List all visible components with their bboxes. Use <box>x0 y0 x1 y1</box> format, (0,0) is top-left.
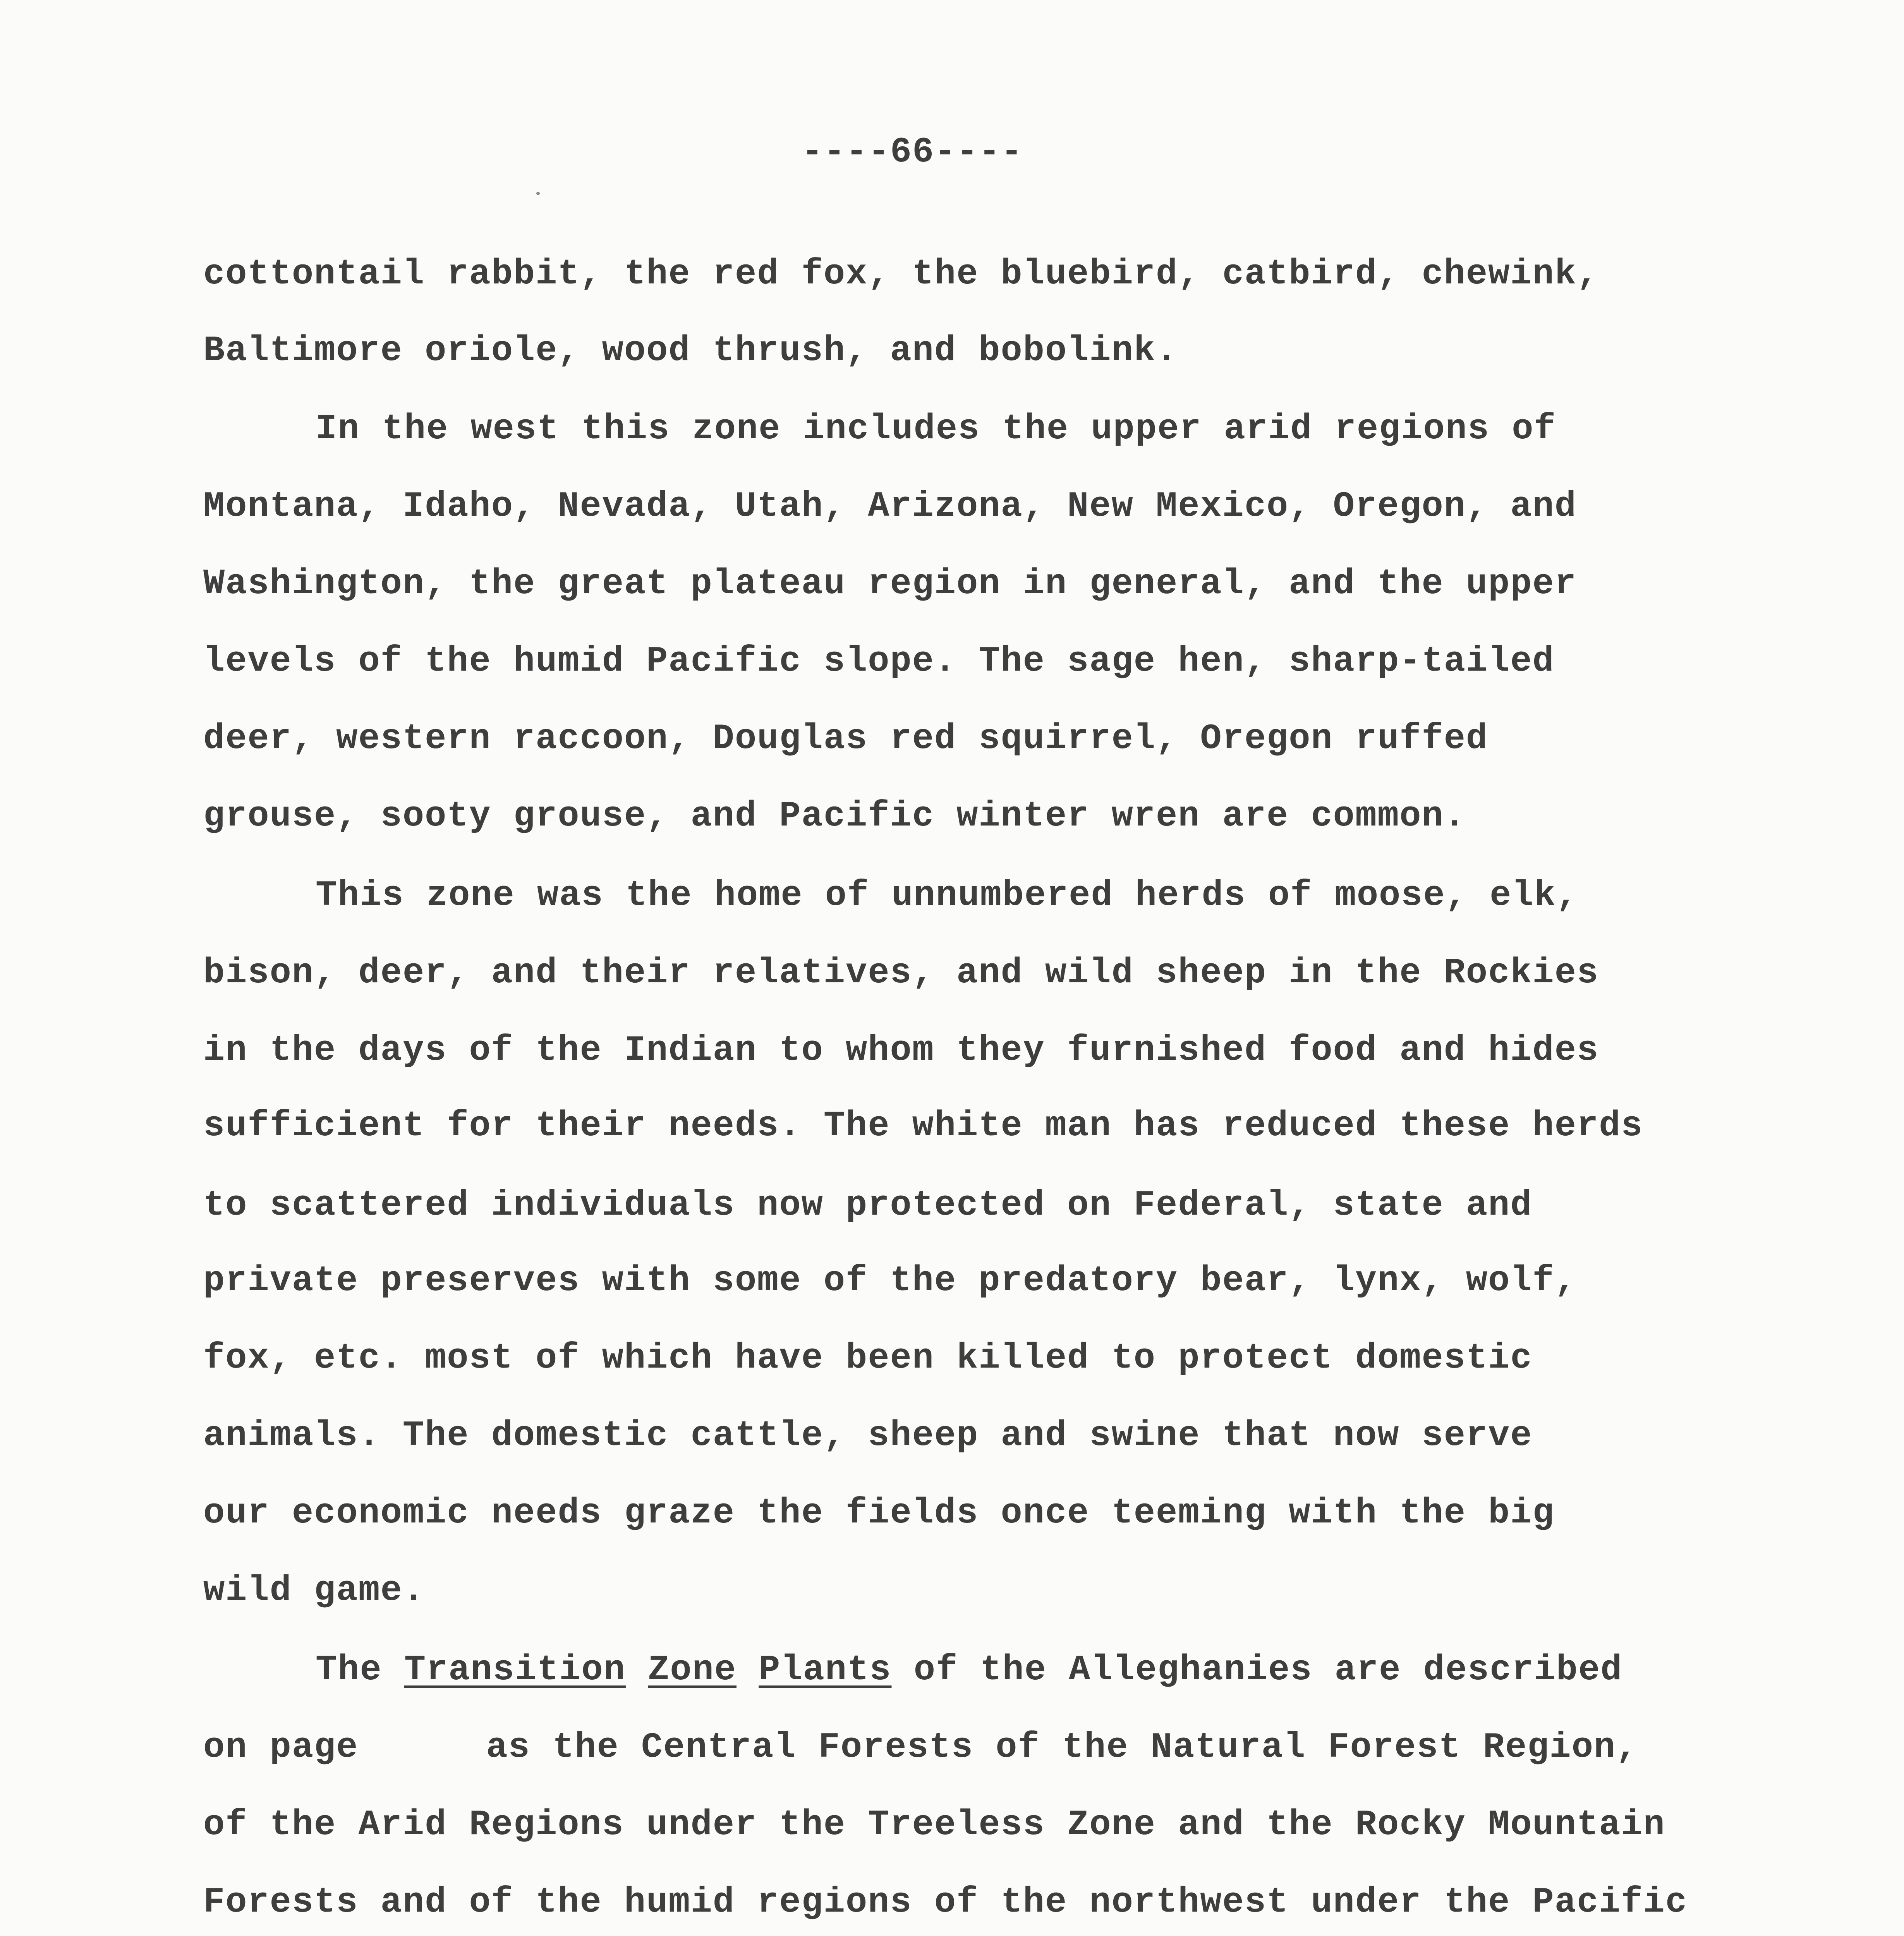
text-line: grouse, sooty grouse, and Pacific winter wren are common. <box>203 796 1466 836</box>
text-line: of the Arid Regions under the Treeless Zone and the Rocky Mountain <box>203 1804 1665 1845</box>
transition-line-2 <box>203 1727 1638 1768</box>
text-segment: as the Central Forests of the Natural Forest Region, <box>486 1727 1638 1768</box>
text-line: private preserves with some of the predatory bear, lynx, wolf, <box>203 1260 1577 1301</box>
text-line: fox, etc. most of which have been killed to protect domestic <box>203 1338 1533 1378</box>
text-line: bison, deer, and their relatives, and wild sheep in the Rockies <box>203 953 1599 993</box>
text-line: levels of the humid Pacific slope. The sage hen, sharp-tailed <box>203 641 1555 681</box>
transition-line-1 <box>316 1649 1622 1690</box>
paper-speck <box>536 192 540 195</box>
text-line: sufficient for their needs. The white man has reduced these herds <box>203 1105 1643 1146</box>
underlined-word: Transition <box>404 1649 626 1690</box>
text-line: cottontail rabbit, the red fox, the bluebird, catbird, chewink, <box>203 254 1599 294</box>
text-line: animals. The domestic cattle, sheep and swine that now serve <box>203 1415 1533 1456</box>
text-line: deer, western raccoon, Douglas red squirrel, Oregon ruffed <box>203 718 1489 759</box>
text-line: In the west this zone includes the upper arid regions of <box>316 408 1556 449</box>
page-number: ----66---- <box>802 132 1023 172</box>
text-line: Forests and of the humid regions of the northwest under the Pacific <box>203 1882 1688 1922</box>
text-line: Washington, the great plateau region in general, and the upper <box>203 563 1577 604</box>
text-line: Baltimore oriole, wood thrush, and bobolink. <box>203 330 1178 371</box>
text-line: Montana, Idaho, Nevada, Utah, Arizona, New Mexico, Oregon, and <box>203 486 1577 527</box>
text-line: wild game. <box>203 1570 425 1611</box>
underlined-word: Plants <box>759 1649 892 1690</box>
text-segment: The <box>316 1649 404 1690</box>
text-line: This zone was the home of unnumbered herds of moose, elk, <box>316 875 1578 916</box>
text-line: our economic needs graze the fields once teeming with the big <box>203 1493 1555 1533</box>
text-segment: on page <box>203 1727 359 1768</box>
underlined-word: Zone <box>648 1649 737 1690</box>
text-line: to scattered individuals now protected on Federal, state and <box>203 1185 1533 1225</box>
text-segment: of the Alleghanies are described <box>891 1649 1623 1690</box>
text-line: in the days of the Indian to whom they furnished food and hides <box>203 1030 1599 1071</box>
